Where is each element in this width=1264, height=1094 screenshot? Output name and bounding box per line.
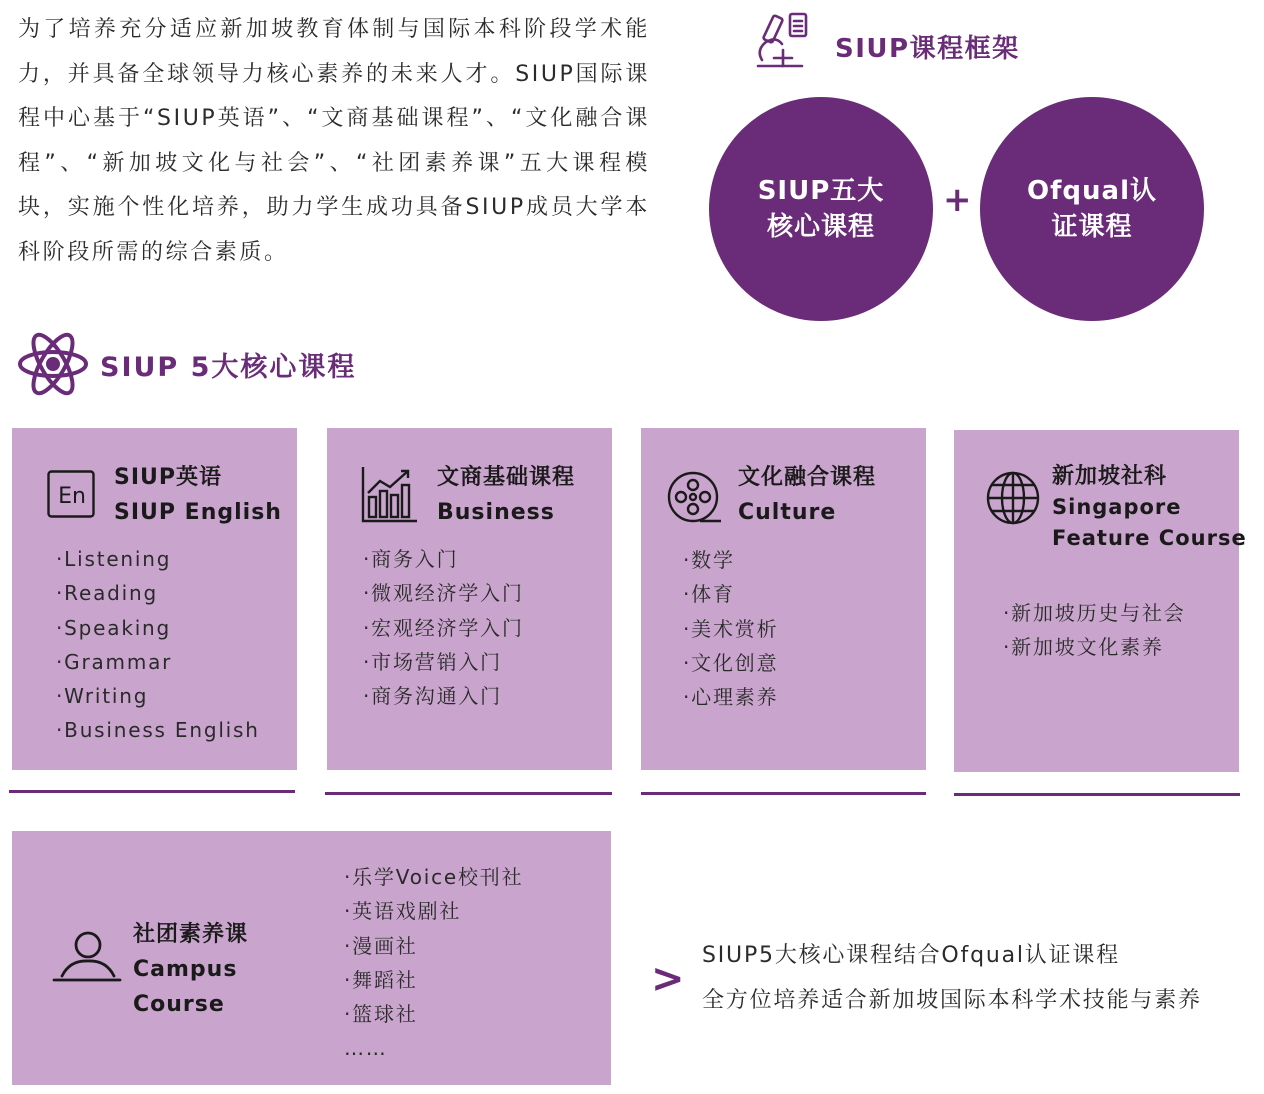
core-courses-circle [709, 97, 933, 321]
card-title-business [437, 460, 575, 530]
card-list-culture [683, 543, 778, 714]
list-item: · 新加坡文化素养 [1003, 630, 1186, 664]
film-reel-icon [666, 470, 722, 526]
list-item: · 数学 [683, 543, 778, 577]
list-item: · 市场营销入门 [363, 645, 524, 679]
list-item: · 篮球社 [344, 997, 523, 1031]
card-title-culture [738, 460, 876, 530]
person-icon [52, 930, 122, 986]
atom-icon [16, 327, 90, 401]
card-underline [954, 793, 1240, 796]
card-title-en: Singapore [1052, 495, 1182, 519]
summary-line-2: 全方位培养适合新加坡国际本科学术技能与素养 [702, 988, 1202, 1013]
card-title-en: Business [437, 500, 555, 525]
list-item: · 乐学Voice校刊社 [344, 860, 523, 894]
list-item: · Reading [56, 576, 260, 610]
list-item: · 舞蹈社 [344, 963, 523, 997]
card-title-en: SIUP English [114, 500, 282, 525]
list-item: · 英语戏剧社 [344, 894, 523, 928]
card-title-singapore [1052, 461, 1247, 554]
list-item: · 文化创意 [683, 646, 778, 680]
card-title-en: Campus [133, 957, 238, 982]
list-item: · Business English [56, 713, 260, 747]
card-underline [641, 792, 926, 795]
summary-line-1: SIUP5大核心课程结合Ofqual认证课程 [702, 943, 1120, 968]
plus-sign: + [943, 180, 972, 220]
card-title-cn: SIUP英语 [114, 465, 223, 490]
card-underline [325, 792, 612, 795]
card-title-campus [133, 917, 248, 1022]
bar-chart-icon [360, 465, 418, 523]
intro-paragraph: 为了培养充分适应新加坡教育体制与国际本科阶段学术能力，并具备全球领导力核心素养的未来人才。SIUP国际课程中心基于“SIUP英语”、“文商基础课程”、“文化融合课程”、“新加坡文化与社会”、“社团素养课”五大课程模块，实施个性化培养，助力学生成功具备SIUP成员大学本科阶段所需的综合素质。 [18, 17, 650, 265]
list-item: · 宏观经济学入门 [363, 611, 524, 645]
ofqual-label: Ofqual认证课程 [1027, 176, 1157, 242]
list-item: · 商务入门 [363, 542, 524, 576]
card-title-en: Culture [738, 500, 837, 525]
list-item: · 美术赏析 [683, 612, 778, 646]
card-title-en-2: Course [133, 992, 225, 1017]
arrow-icon: > [651, 956, 685, 1002]
card-title-cn: 文化融合课程 [738, 465, 877, 490]
list-item: · Grammar [56, 645, 260, 679]
card-list-business [363, 542, 524, 713]
list-item: · 商务沟通入门 [363, 679, 524, 713]
card-list-english [56, 542, 260, 748]
card-title-cn: 新加坡社科 [1052, 464, 1168, 489]
card-title-en-2: Feature Course [1052, 526, 1247, 550]
card-title-english [114, 460, 282, 530]
english-letters-icon [47, 470, 97, 520]
list-item: · 心理素养 [683, 680, 778, 714]
list-item: · Listening [56, 542, 260, 576]
core-title: SIUP 5大核心课程 [100, 352, 357, 383]
list-item: · Speaking [56, 611, 260, 645]
list-item: · Writing [56, 679, 260, 713]
microscope-icon [752, 10, 812, 72]
list-item: · 漫画社 [344, 929, 523, 963]
framework-title: SIUP课程框架 [835, 34, 1020, 64]
list-more: …… [344, 1036, 388, 1061]
card-title-cn: 社团素养课 [133, 922, 249, 947]
card-title-cn: 文商基础课程 [437, 465, 576, 490]
globe-icon [986, 471, 1040, 525]
list-item: · 微观经济学入门 [363, 576, 524, 610]
list-item: · 体育 [683, 577, 778, 611]
summary-text [702, 933, 1202, 1023]
card-underline [9, 790, 295, 793]
list-item: · 新加坡历史与社会 [1003, 596, 1186, 630]
card-list-campus [344, 860, 523, 1066]
svg-text:En: En [58, 484, 86, 509]
core-courses-label: SIUP五大核心课程 [757, 176, 885, 242]
card-list-singapore [1003, 596, 1186, 665]
ofqual-circle [980, 97, 1204, 321]
